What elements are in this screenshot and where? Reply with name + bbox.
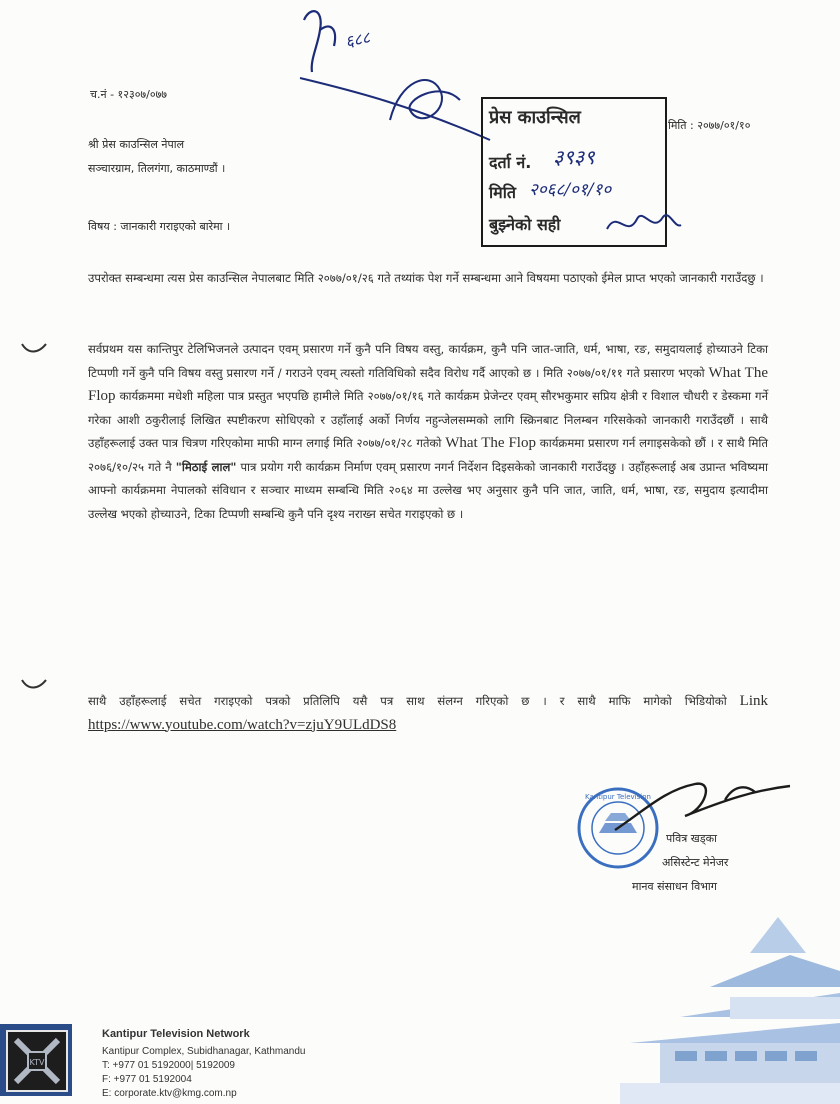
closing-text: साथै उहाँहरूलाई सचेत गराइएको पत्रको प्रतिलिपि यसै पत्र साथ संलग्न गरिएको छ । र साथै माफि मागेको भिडियोको (88, 694, 727, 708)
show-name: What The Flop (88, 364, 768, 404)
stamp-title: प्रेस काउन्सिल (489, 107, 581, 128)
ktv-mark-icon (8, 1032, 66, 1090)
initials-number: ६८८ (343, 27, 372, 52)
seal-text: Kantipur Television (585, 793, 651, 801)
show-name-repeat: What The Flop (445, 435, 536, 451)
youtube-link[interactable]: https://www.youtube.com/watch?v=zjuY9ULdDS8 (88, 716, 397, 733)
stamp-miti-value: २०६८/०१/१० (529, 180, 612, 200)
addressee-line-2: सञ्चारग्राम, तिलगंगा, काठमाण्डौं । (88, 162, 226, 175)
link-label: Link (739, 693, 768, 709)
signatory-department: मानव संसाधन विभाग (632, 880, 717, 893)
intro-paragraph: उपरोक्त सम्बन्धमा त्यस प्रेस काउन्सिल नेपालबाट मिति २०७७/०१/२६ गते तथ्यांक पेश गर्ने सम्बन्धमा आने विषयमा पठाएको ईमेल प्राप्त भएको जानकारी गराउँदछु । (88, 271, 764, 285)
signatory-name: पवित्र खड्का (666, 832, 717, 845)
company-logo (0, 1024, 72, 1096)
footer-email[interactable]: E: corporate.ktv@kmg.com.np (102, 1088, 237, 1099)
body-part-3: कार्यक्रममा प्रसारण गर्न लगाइसकेको छौं । र साथै मिति २०७६/१०/२५ गते नै (88, 436, 768, 474)
stamp-darta-value: ३९३९ (553, 145, 595, 169)
footer-phone: T: +977 01 5192000| 5192009 (102, 1060, 235, 1071)
stamp-darta-label: दर्ता नं. (489, 153, 532, 172)
ktv-logo-text: KTV (29, 1058, 45, 1067)
body-part-4: पात्र प्रयोग गरी कार्यक्रम निर्माण एवम् प्रसारण नगर्न निर्देशन दिइसकेको जानकारी गराउँदछु । उहाँहरूलाई अब उप्रान्त भविष्यमा आफ्नो कार्यक्रममा नेपालको संविधान र सञ्चार माध्यम सम्बन्धि मिति २०६४ मा उल्लेख भए अनुसार कुनै पनि जात, जाति, धर्म, भाषा, रङ, समुदाय इत्यादीमा उल्लेख भएको होच्याउने, टिका टिप्पणी सम्बन्धि कुनै पनि दृश्य नराख्न सचेत गराइएको छ । (88, 459, 769, 521)
signatory-title: असिस्टेन्ट मेनेजर (662, 856, 729, 869)
closing-paragraph (88, 690, 768, 737)
registration-stamp (481, 97, 667, 247)
body-part-2: कार्यक्रममा मधेशी महिला पात्र प्रस्तुत भएपछि हामीले मिति २०७७/०१/१६ गते कार्यक्रम प्रेजेन्टर एवम् सौरभकुमार सप्रिय क्षेत्री र विशाल चौधरी र डेस्कमा गर्ने गरेका आशी ठकुरीलाई लिखित स्पष्टीकरण सोधिएको र उहाँलाई अर्को निर्णय नहुन्जेलसम्मको लागि स्क्रिनबाट निलम्बन गरिसकेको जानकारी गराउँदछौं । साथै उहाँहरूलाई उक्त पात्र चित्रण गरिएकोमा माफी माग्न लगाई मिति २०७७/०१/२८ गतेको (88, 389, 769, 450)
body-part-1: सर्वप्रथम यस कान्तिपुर टेलिभिजनले उत्पादन एवम् प्रसारण गर्ने कुनै पनि विषय वस्तु, कार्यक्रम, कुनै पनि जात-जाति, धर्म, भाषा, रङ, समुदायलाई होच्याउने टिका टिप्पणी गर्ने कुनै पनि विषय वस्तु प्रसारण गर्ने / गराउने एवम् त्यस्तो गतिविधिको सदैव विरोध गर्दै आएको छ । मिति २०७७/०१/११ गते प्रसारण भएको (88, 342, 768, 380)
addressee-line-1: श्री प्रेस काउन्सिल नेपाल (88, 138, 185, 151)
main-body-paragraph (88, 338, 768, 526)
stamp-miti-label: मिति (489, 183, 516, 202)
reference-number: च.नं - १२३०७/०७७ (90, 88, 168, 101)
margin-mark (20, 676, 50, 696)
footer-company: Kantipur Television Network (102, 1028, 250, 1040)
footer-address: Kantipur Complex, Subidhanagar, Kathmandu (102, 1046, 306, 1057)
stamp-signature-label: बुझ्नेको सही (489, 215, 561, 234)
stamp-signature (603, 199, 683, 249)
footer-fax: F: +977 01 5192004 (102, 1074, 192, 1085)
letter-date: मिति : २०७७/०१/१० (668, 119, 751, 132)
company-logo-inner (6, 1030, 68, 1092)
subject-line: विषय : जानकारी गराइएको बारेमा । (88, 220, 231, 233)
pagoda-watermark (620, 905, 840, 1104)
quoted-character: "मिठाई लाल" (175, 459, 237, 474)
margin-mark (20, 340, 50, 360)
